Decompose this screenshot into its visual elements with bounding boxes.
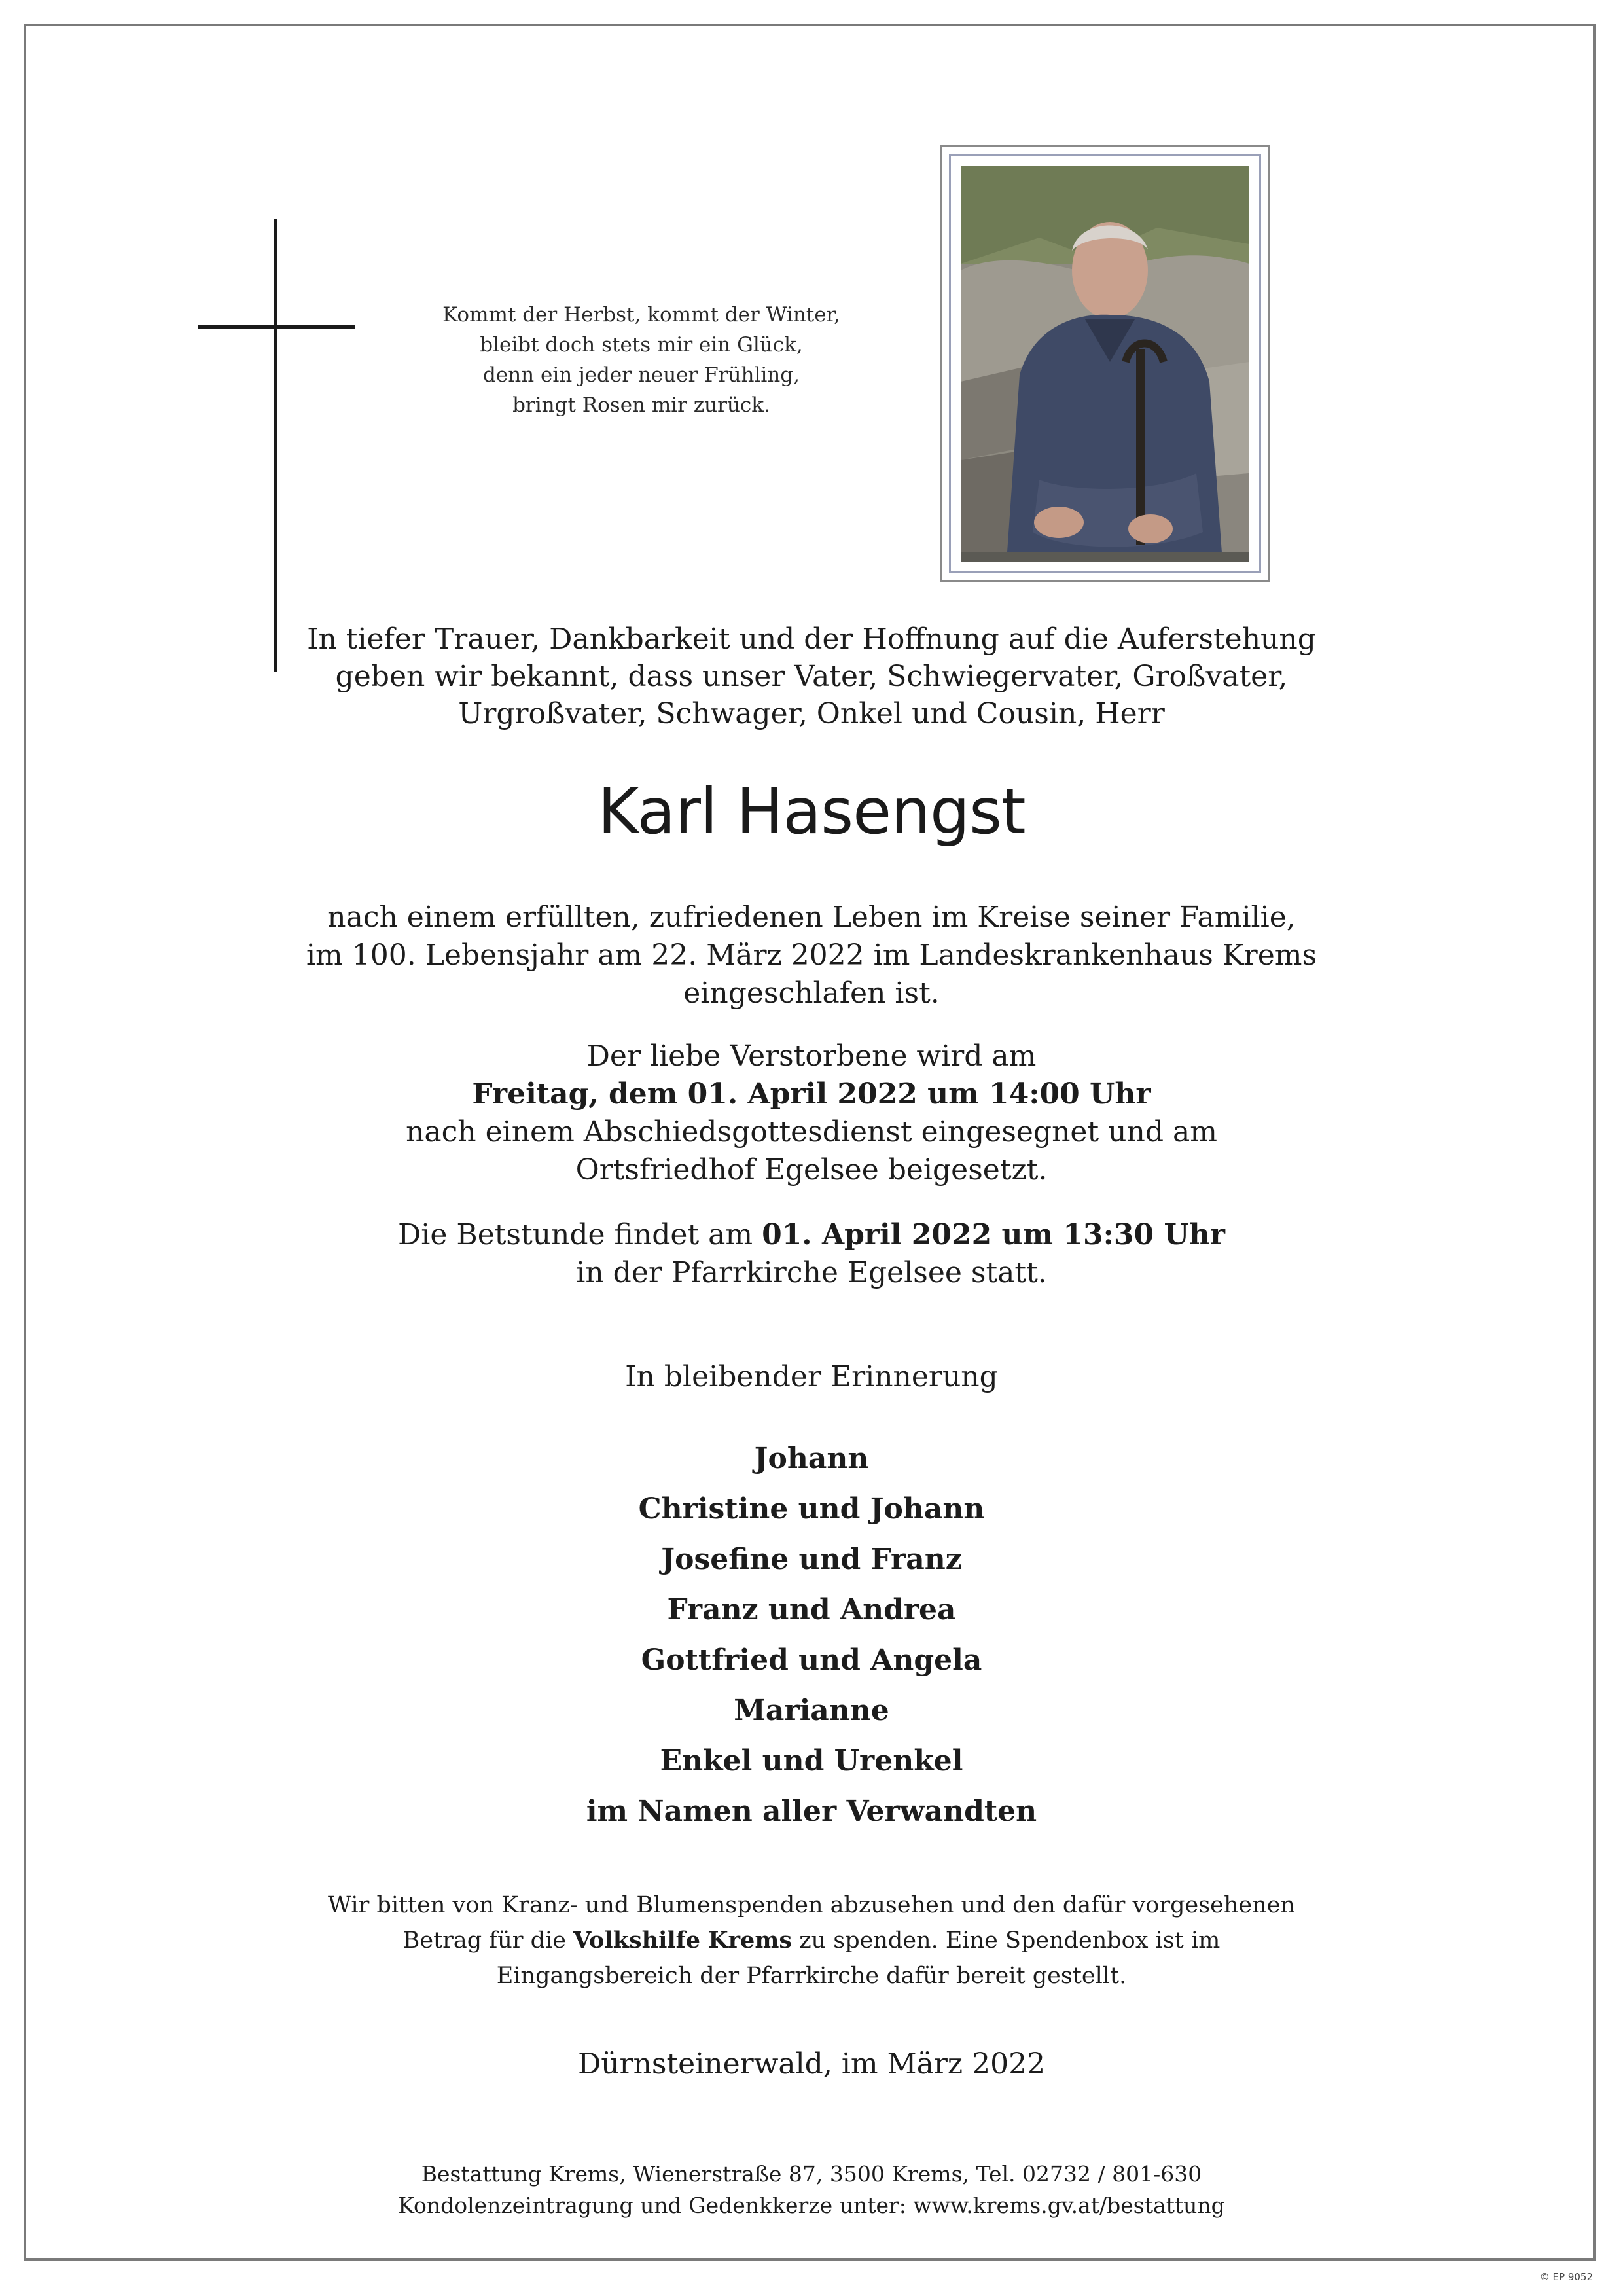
- footer-line: Kondolenzeintragung und Gedenkkerze unter: www.krems.gv.at/bestattung: [398, 2193, 1225, 2218]
- memory-heading: In bleibender Erinnerung: [625, 1360, 998, 1393]
- funeral-line: Der liebe Verstorbene wird am: [586, 1039, 1037, 1073]
- portrait-image: [961, 166, 1249, 562]
- motto-line: bringt Rosen mir zurück.: [512, 393, 770, 417]
- funeral-home-footer: [0, 2159, 1623, 2221]
- mourner-name: Josefine und Franz: [661, 1543, 962, 1576]
- announcement-intro: [0, 620, 1623, 732]
- intro-line: geben wir bekannt, dass unser Vater, Schwiegervater, Großvater,: [335, 660, 1288, 693]
- cross-horizontal-bar: [198, 325, 355, 329]
- print-code: © EP 9052: [1539, 2271, 1593, 2283]
- mourner-name: Enkel und Urenkel: [660, 1744, 963, 1778]
- mourner-name: Johann: [754, 1442, 869, 1475]
- portrait-photo: [961, 166, 1249, 562]
- donation-recipient: Volkshilfe Krems: [573, 1927, 793, 1954]
- deceased-name: Karl Hasengst: [597, 775, 1026, 848]
- donation-suffix: zu spenden. Eine Spendenbox ist im: [799, 1928, 1221, 1954]
- mourner-name: Franz und Andrea: [667, 1593, 956, 1626]
- donation-line: Eingangsbereich der Pfarrkirche dafür bereit gestellt.: [496, 1963, 1127, 1989]
- mourner-name: Gottfried und Angela: [641, 1643, 982, 1677]
- motto-line: Kommt der Herbst, kommt der Winter,: [442, 303, 840, 327]
- donation-line: Wir bitten von Kranz- und Blumenspenden abzusehen und den dafür vorgesehenen: [328, 1892, 1295, 1918]
- funeral-line: nach einem Abschiedsgottesdienst eingesegnet und am: [406, 1115, 1217, 1149]
- prayer-hour-details: [0, 1216, 1623, 1292]
- prayer-hour-prefix: Die Betstunde findet am: [398, 1218, 753, 1251]
- prayer-hour-location: in der Pfarrkirche Egelsee statt.: [576, 1256, 1047, 1289]
- intro-line: Urgroßvater, Schwager, Onkel und Cousin, Herr: [458, 697, 1165, 730]
- life-line: eingeschlafen ist.: [683, 977, 940, 1010]
- life-line: im 100. Lebensjahr am 22. März 2022 im Landeskrankenhaus Krems: [306, 939, 1317, 972]
- donation-note: [0, 1888, 1623, 1994]
- prayer-hour-line: [0, 1216, 1623, 1254]
- portrait-photo-frame: [940, 145, 1270, 582]
- motto-verse: [380, 300, 903, 420]
- intro-line: In tiefer Trauer, Dankbarkeit und der Hoffnung auf die Auferstehung: [307, 622, 1316, 656]
- mourner-name: im Namen aller Verwandten: [586, 1795, 1037, 1828]
- motto-line: denn ein jeder neuer Frühling,: [483, 363, 800, 387]
- mourner-name: Marianne: [734, 1694, 889, 1727]
- funeral-line: Ortsfriedhof Egelsee beigesetzt.: [575, 1153, 1048, 1187]
- funeral-date: Freitag, dem 01. April 2022 um 14:00 Uhr: [472, 1077, 1151, 1111]
- footer-line: Bestattung Krems, Wienerstraße 87, 3500 Krems, Tel. 02732 / 801-630: [421, 2161, 1202, 2187]
- life-line: nach einem erfüllten, zufriedenen Leben im Kreise seiner Familie,: [327, 901, 1296, 934]
- prayer-hour-date: 01. April 2022 um 13:30 Uhr: [762, 1218, 1225, 1251]
- donation-prefix: Betrag für die: [402, 1928, 566, 1954]
- cross-vertical-bar: [274, 219, 277, 672]
- place-and-date: Dürnsteinerwald, im März 2022: [577, 2047, 1046, 2081]
- mourners-list: [0, 1433, 1623, 1837]
- donation-line: [0, 1923, 1623, 1958]
- motto-line: bleibt doch stets mir ein Glück,: [480, 333, 803, 357]
- mourner-name: Christine und Johann: [638, 1492, 985, 1526]
- funeral-details: [0, 1037, 1623, 1189]
- life-details: [0, 899, 1623, 1013]
